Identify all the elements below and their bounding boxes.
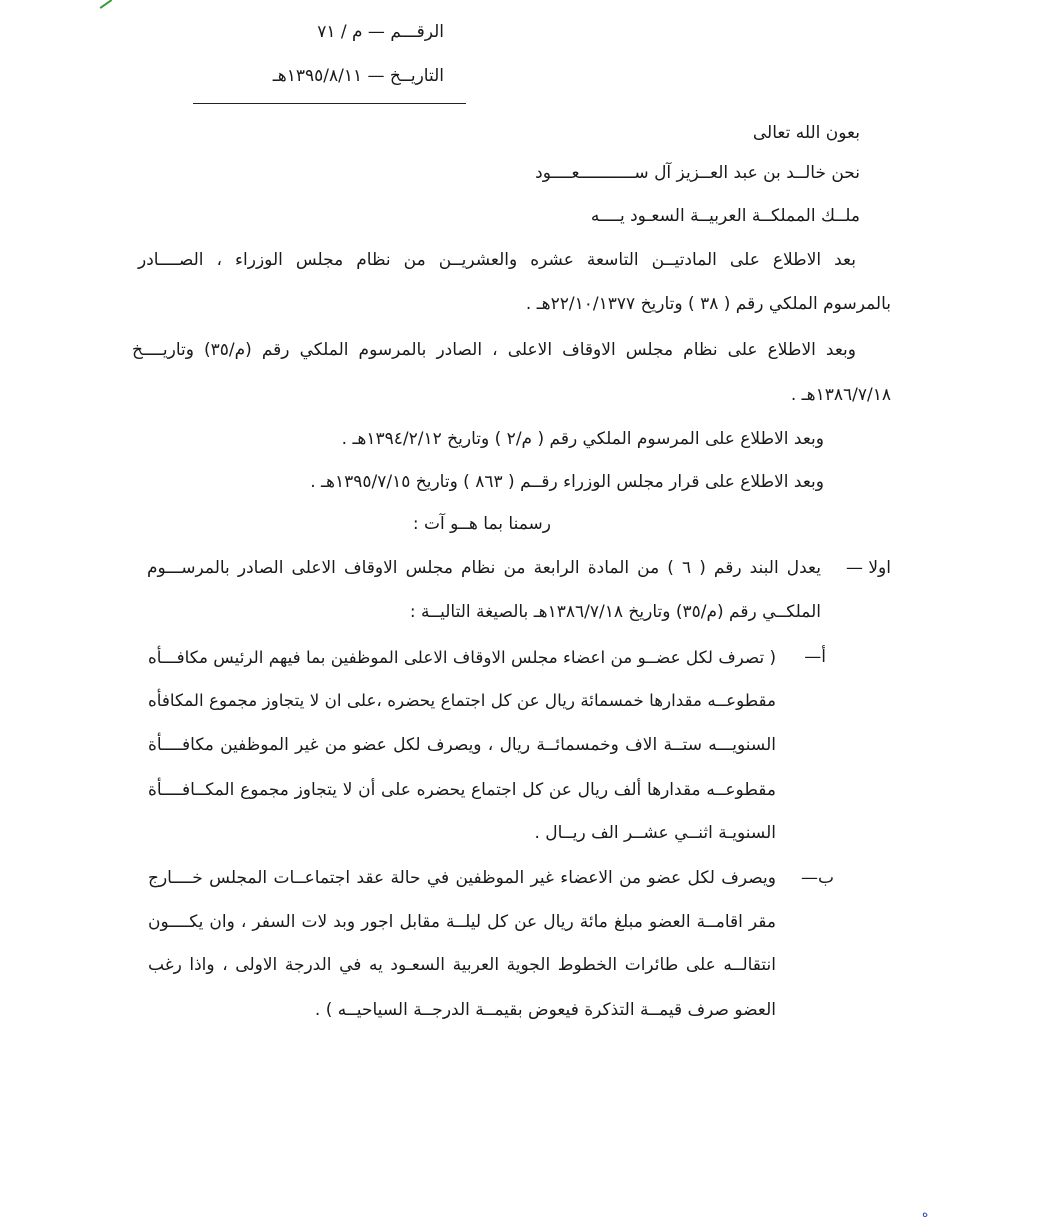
invocation: بعون الله تعالى (752, 123, 860, 143)
preamble-1-line-1: بعد الاطلاع على المادتيــن التاسعة عشره والعشريــن من نظام مجلس الوزراء ، الصــــادر (138, 250, 856, 270)
king-title: ملــك المملكــة العربيــة السعـود يــــه (590, 206, 860, 226)
section-first-line-1: يعدل البند رقم ( ٦ ) من المادة الرابعة من نظام مجلس الاوقاف الاعلى الصادر بالمرســـوم (147, 558, 821, 578)
preamble-2-line-2: ١٣٨٦/٧/١٨هـ . (790, 385, 891, 405)
clause-a-line-3: السنويـــه ستــة الاف وخمسمائــة ريال ، ويصرف لكل عضو من غير الموظفين مكافــــأة (148, 735, 776, 755)
clause-a-line-5: السنويـة اثنــي عشــر الف ريــال . (534, 823, 776, 843)
section-first-label: اولا — (845, 558, 891, 578)
reference-number: الرقـــم — م / ٧١ (317, 22, 444, 42)
clause-b-line-4: العضو صرف قيمــة التذكرة فيعوض بقيمــة الدرجــة السياحيــه ) . (314, 1000, 776, 1020)
preamble-3: وبعد الاطلاع على المرسوم الملكي رقم ( م/٢ ) وتاريخ ١٣٩٤/٢/١٢هـ . (341, 429, 824, 449)
clause-a-line-2: مقطوعــه مقدارها خمسمائة ريال عن كل اجتماع يحضره ،على ان لا يتجاوز مجموع المكافأه (148, 690, 776, 710)
document-date: التاريــخ — ١٣٩٥/٨/١١هـ (272, 66, 444, 86)
preamble-4: وبعد الاطلاع على قرار مجلس الوزراء رقــم ( ٨٦٣ ) وتاريخ ١٣٩٥/٧/١٥هـ . (310, 472, 824, 492)
preamble-1-line-2: بالمرسوم الملكي رقم ( ٣٨ ) وتاريخ ٢٢/١٠/١٣٧٧هـ . (525, 294, 891, 314)
clause-b-line-2: مقر اقامــة العضو مبلغ مائة ريال عن كل ليلــة مقابل اجور وبد لات السفر ، وان يكــــون (148, 912, 776, 932)
clause-b-line-3: انتقالــه على طائرات الخطوط الجوية العربية السعـود يه في الدرجة الاولى ، واذا رغب (148, 955, 776, 975)
clause-a-label: أ— (804, 647, 826, 667)
blue-ink-mark: ه (922, 1206, 929, 1220)
clause-b-line-1: ويصرف لكل عضو من الاعضاء غير الموظفين في حالة عقد اجتماعــات المجلس خــــارج (148, 868, 776, 888)
clause-b-label: ب— (800, 868, 834, 888)
green-pen-mark (94, 0, 112, 9)
clause-a-line-4: مقطوعــه مقدارها ألف ريال عن كل اجتماع يحضره على أن لا يتجاوز مجموع المكــافــــأة (148, 780, 776, 800)
king-name: نحن خالــد بن عبد العــزيز آل ســـــــــــعــــود (535, 163, 860, 183)
clause-a-line-1: ( تصرف لكل عضــو من اعضاء مجلس الاوقاف الاعلى الموظفين بما فيهم الرئيس مكافـــأه (148, 647, 776, 667)
preamble-2-line-1: وبعد الاطلاع على نظام مجلس الاوقاف الاعلى ، الصادر بالمرسوم الملكي رقم (م/٣٥) وتاريــــخ (132, 340, 856, 360)
decree-statement: رسمنا بما هــو آت : (412, 514, 551, 534)
header-underline (193, 103, 466, 104)
section-first-line-2: الملكــي رقم (م/٣٥) وتاريخ ١٣٨٦/٧/١٨هـ بالصيغة التاليــة : (409, 602, 821, 622)
